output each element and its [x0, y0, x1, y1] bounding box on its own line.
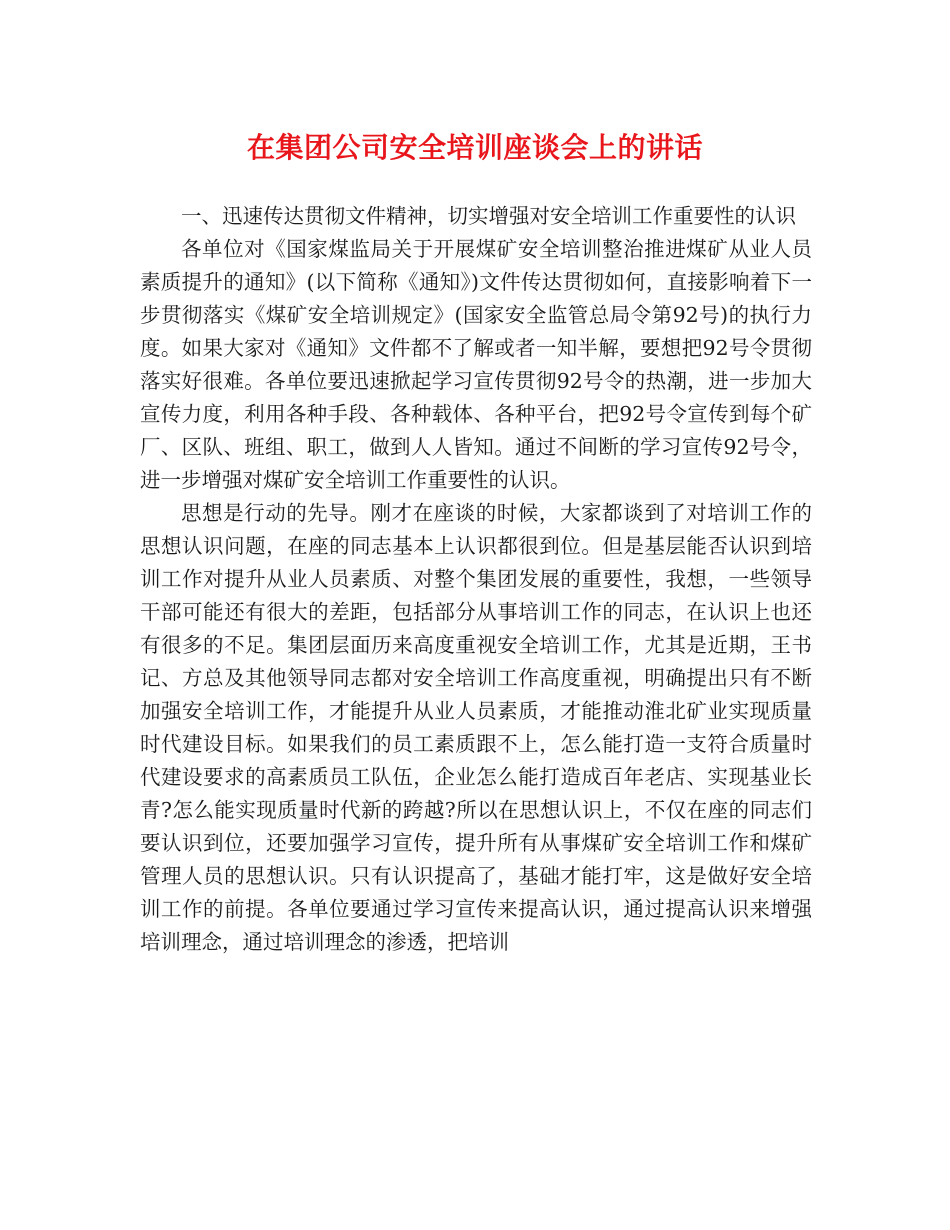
section-heading: 一、迅速传达贯彻文件精神，切实增强对安全培训工作重要性的认识 [181, 204, 796, 228]
body-paragraph: 思想是行动的先导。刚才在座谈的时候，大家都谈到了对培训工作的思想认识问题，在座的同志基本上认识都很到位。但是基层能否认识到培训工作对提升从业人员素质、对整个集团发展的重要性，我想，一些领导干部可能还有很大的差距，包括部分从事培训工作的同志，在认识上也还有很多的不足。集团层面历来高度重视安全培训工作，尤其是近期，王书记、方总及其他领导同志都对安全培训工作高度重视，明确提出只有不断加强安全培训工作，才能提升从业人员素质，才能推动淮北矿业实现质量时代建设目标。如果我们的员工素质跟不上，怎么能打造一支符合质量时代建设要求的高素质员工队伍，企业怎么能打造成百年老店、实现基业长青?怎么能实现质量时代新的跨越?所以在思想认识上，不仅在座的同志们要认识到位，还要加强学习宣传，提升所有从事煤矿安全培训工作和煤矿管理人员的思想认识。只有认识提高了，基础才能打牢，这是做好安全培训工作的前提。各单位要通过学习宣传来提高认识，通过提高认识来增强培训理念，通过培训理念的渗透，把培训 [140, 501, 812, 954]
document-title: 在集团公司安全培训座谈会上的讲话 [246, 131, 703, 164]
body-paragraph: 各单位对《国家煤监局关于开展煤矿安全培训整治推进煤矿从业人员素质提升的通知》(以下简称《通知》)文件传达贯彻如何，直接影响着下一步贯彻落实《煤矿安全培训规定》(国家安全监管总局令第92号)的执行力度。如果大家对《通知》文件都不了解或者一知半解，要想把92号令贯彻落实好很难。各单位要迅速掀起学习宣传贯彻92号令的热潮，进一步加大宣传力度，利用各种手段、各种载体、各种平台，把92号令宣传到每个矿厂、区队、班组、职工，做到人人皆知。通过不间断的学习宣传92号令，进一步增强对煤矿安全培训工作重要性的认识。 [140, 237, 812, 492]
document-body [140, 200, 812, 959]
